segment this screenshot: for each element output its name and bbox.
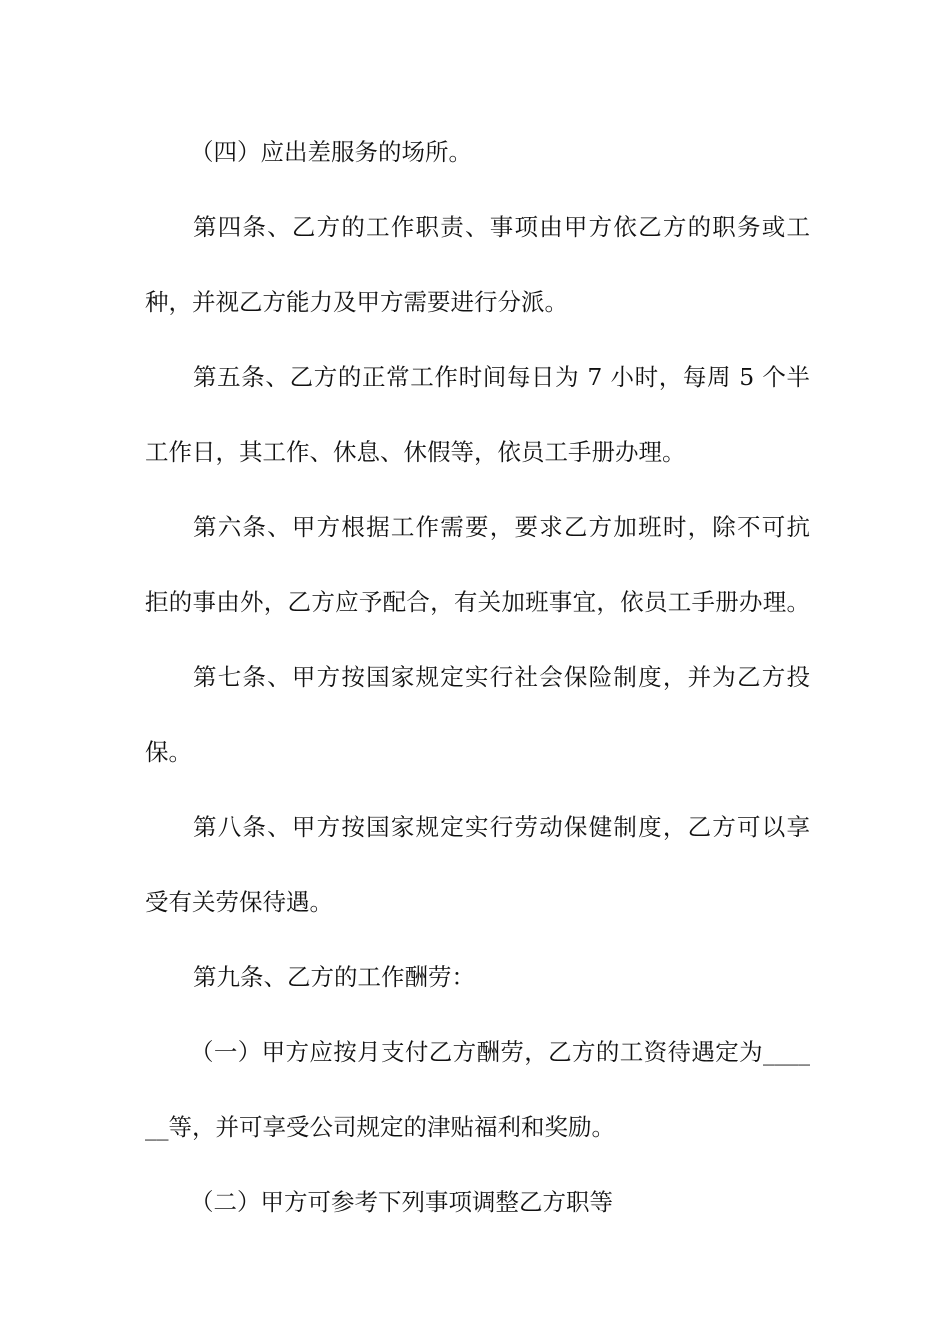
article-8-line-1: 第八条、甲方按国家规定实行劳动保健制度，乙方可以享 [193, 813, 810, 841]
article-9-item-2-line: （二）甲方可参考下列事项调整乙方职等 [190, 1188, 613, 1216]
article-9-item-1-line-2: __等，并可享受公司规定的津贴福利和奖励。 [145, 1113, 615, 1141]
article-6-line-2: 拒的事由外，乙方应予配合，有关加班事宜，依员工手册办理。 [145, 588, 810, 616]
article-9-heading: 第九条、乙方的工作酬劳： [193, 963, 475, 991]
article-4-line-2: 种，并视乙方能力及甲方需要进行分派。 [145, 288, 568, 316]
article-8-line-2: 受有关劳保待遇。 [145, 888, 333, 916]
article-7-line-1: 第七条、甲方按国家规定实行社会保险制度，并为乙方投 [193, 663, 810, 691]
article-6-line-1: 第六条、甲方根据工作需要，要求乙方加班时，除不可抗 [193, 513, 810, 541]
article-9-item-1-line-1: （一）甲方应按月支付乙方酬劳，乙方的工资待遇定为____ [190, 1038, 810, 1066]
article-5-line-2: 工作日，其工作、休息、休假等，依员工手册办理。 [145, 438, 686, 466]
clause-item-4-line: （四）应出差服务的场所。 [190, 138, 472, 166]
article-5-line-1: 第五条、乙方的正常工作时间每日为 7 小时，每周 5 个半 [193, 363, 810, 391]
article-4-line-1: 第四条、乙方的工作职责、事项由甲方依乙方的职务或工 [193, 213, 810, 241]
article-7-line-2: 保。 [145, 738, 192, 766]
